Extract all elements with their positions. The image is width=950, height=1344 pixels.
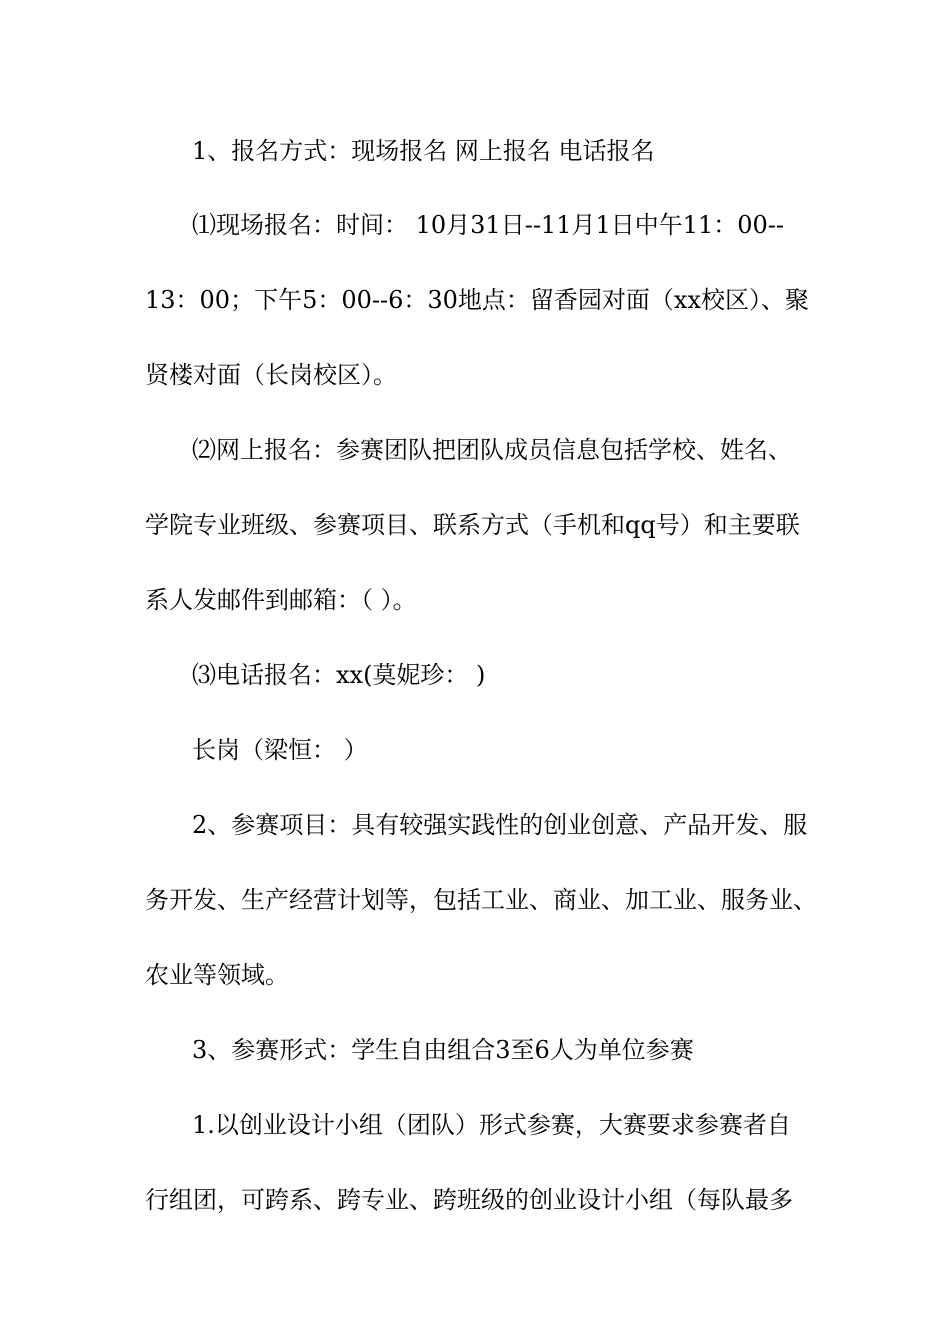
- onsite-registration-line-1: ⑴现场报名：时间： 10月31日--11月1日中午11：00--: [192, 211, 785, 239]
- online-registration-line-1: ⑵网上报名：参赛团队把团队成员信息包括学校、姓名、: [192, 436, 792, 464]
- section-3-format: 3、参赛形式：学生自由组合3至6人为单位参赛: [192, 1036, 694, 1064]
- section-2-project-line-2: 务开发、生产经营计划等，包括工业、商业、加工业、服务业、: [145, 886, 817, 914]
- online-registration-line-2: 学院专业班级、参赛项目、联系方式（手机和qq号）和主要联: [145, 511, 800, 539]
- format-item-1-line-2: 行组团，可跨系、跨专业、跨班级的创业设计小组（每队最多: [145, 1186, 793, 1214]
- section-2-project-line-3: 农业等领域。: [145, 961, 289, 989]
- onsite-registration-line-2: 13：00；下午5：00--6：30地点：留香园对面（xx校区）、聚: [145, 286, 809, 314]
- section-1-registration-methods: 1、报名方式：现场报名 网上报名 电话报名: [192, 137, 655, 165]
- onsite-registration-line-3: 贤楼对面（长岗校区）。: [145, 361, 397, 389]
- phone-registration-line-2: 长岗（梁恒： ）: [192, 736, 368, 764]
- online-registration-line-3: 系人发邮件到邮箱：（ ）。: [145, 586, 417, 614]
- phone-registration-line-1: ⑶电话报名：xx(莫妮珍： ): [192, 661, 486, 689]
- section-2-project-line-1: 2、参赛项目：具有较强实践性的创业创意、产品开发、服: [192, 811, 808, 839]
- format-item-1-line-1: 1.以创业设计小组（团队）形式参赛，大赛要求参赛者自: [192, 1111, 791, 1139]
